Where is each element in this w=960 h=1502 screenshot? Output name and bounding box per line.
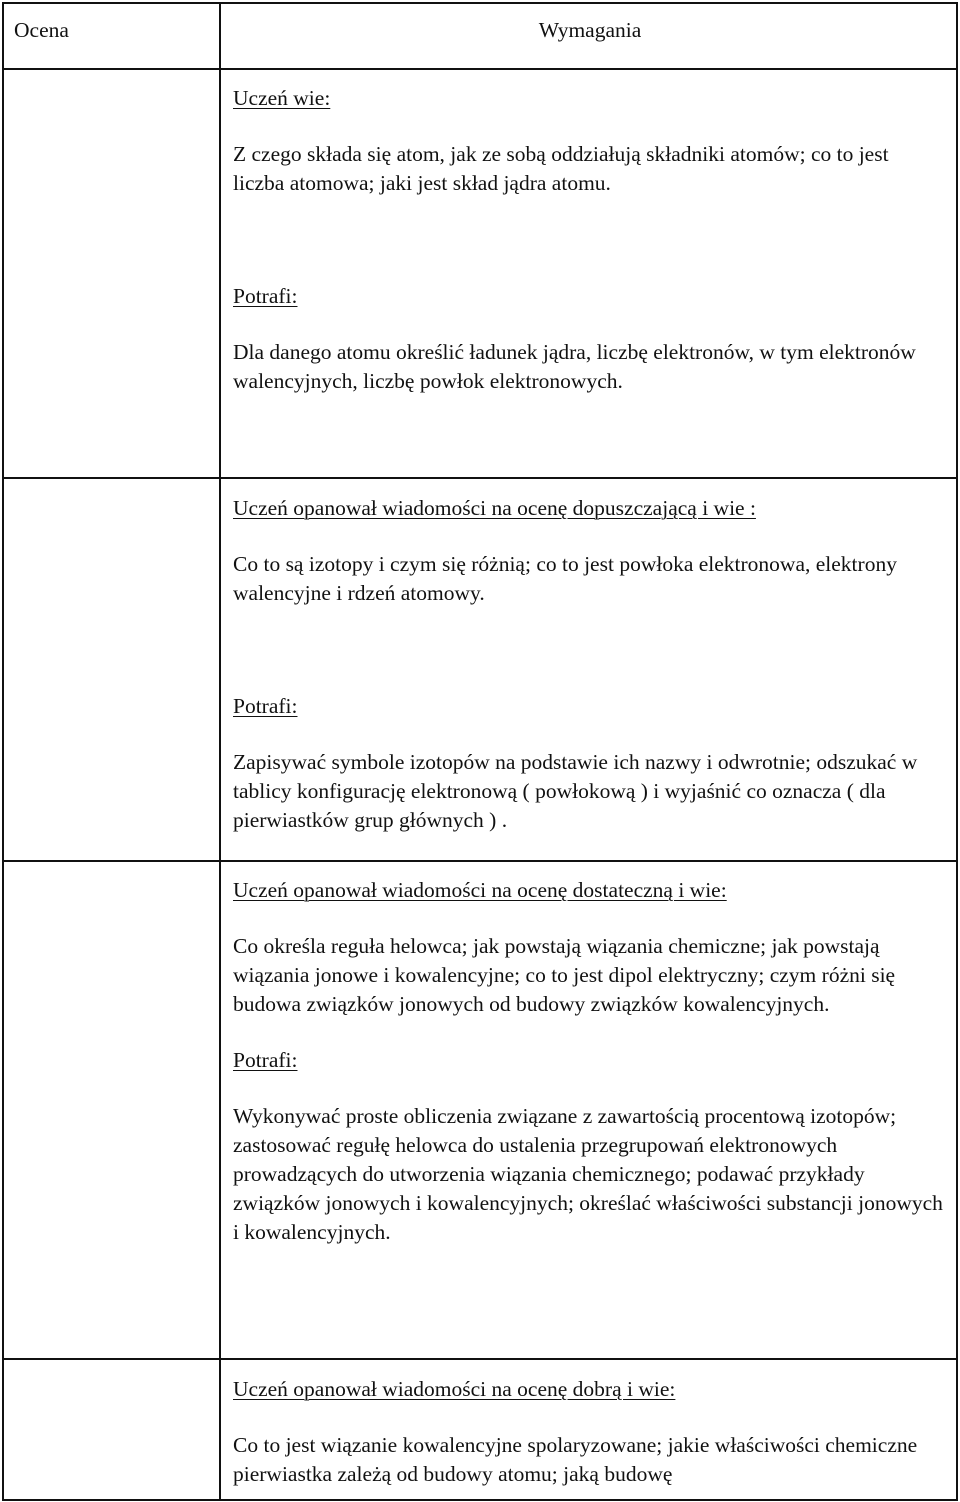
section-heading: Potrafi: <box>233 694 298 718</box>
section-heading: Potrafi: <box>233 1048 298 1072</box>
row-1-divider <box>2 477 958 479</box>
header-wymagania: Wymagania <box>538 18 642 42</box>
table-border-top <box>2 2 958 4</box>
row-3-divider <box>2 1358 958 1360</box>
section-heading: Potrafi: <box>233 284 298 308</box>
table-border-left <box>2 2 4 1501</box>
header-row-divider <box>2 68 958 70</box>
requirements-row-3 <box>233 876 945 1247</box>
header-ocena: Ocena <box>14 18 69 42</box>
column-divider <box>219 2 221 1501</box>
section-heading: Uczeń opanował wiadomości na ocenę dobrą i wie: <box>233 1377 676 1401</box>
table-border-right <box>956 2 958 1501</box>
section-heading: Uczeń opanował wiadomości na ocenę dostateczną i wie: <box>233 878 727 902</box>
requirements-row-4 <box>233 1375 945 1489</box>
table-border-bottom <box>2 1499 958 1501</box>
section-text: Co to jest wiązanie kowalencyjne spolaryzowane; jakie właściwości chemiczne pierwiastka zależą od budowy atomu; jaką budowę <box>233 1433 918 1486</box>
row-2-divider <box>2 860 958 862</box>
requirements-row-2 <box>233 494 945 835</box>
section-heading: Uczeń wie: <box>233 86 331 110</box>
section-text: Co to są izotopy i czym się różnią; co to jest powłoka elektronowa, elektrony walencyjne i rdzeń atomowy. <box>233 552 897 605</box>
section-text: Co określa reguła helowca; jak powstają wiązania chemiczne; jak powstają wiązania jonowe i kowalencyjne; co to jest dipol elektryczny; czym różni się budowa związków jonowych od budowy związków kowalencyjnych. <box>233 934 896 1016</box>
section-text: Zapisywać symbole izotopów na podstawie ich nazwy i odwrotnie; odszukać w tablicy konfigurację elektronową ( powłokową ) i wyjaśnić co oznacza ( dla pierwiastków grup głównych ) . <box>233 750 918 832</box>
section-text: Dla danego atomu określić ładunek jądra, liczbę elektronów, w tym elektronów walencyjnych, liczbę powłok elektronowych. <box>233 340 916 393</box>
section-text: Z czego składa się atom, jak ze sobą oddziałują składniki atomów; co to jest liczba atomowa; jaki jest skład jądra atomu. <box>233 142 889 195</box>
section-heading: Uczeń opanował wiadomości na ocenę dopuszczającą i wie : <box>233 496 756 520</box>
section-text: Wykonywać proste obliczenia związane z zawartością procentową izotopów; zastosować regułę helowca do ustalenia przegrupowań elektronowych prowadzących do utworzenia wiązania chemicznego; podawać przykłady związków jonowych i kowalencyjnych; określać właściwości substancji jonowych i kowalencyjnych. <box>233 1104 943 1244</box>
requirements-row-1 <box>233 84 945 396</box>
